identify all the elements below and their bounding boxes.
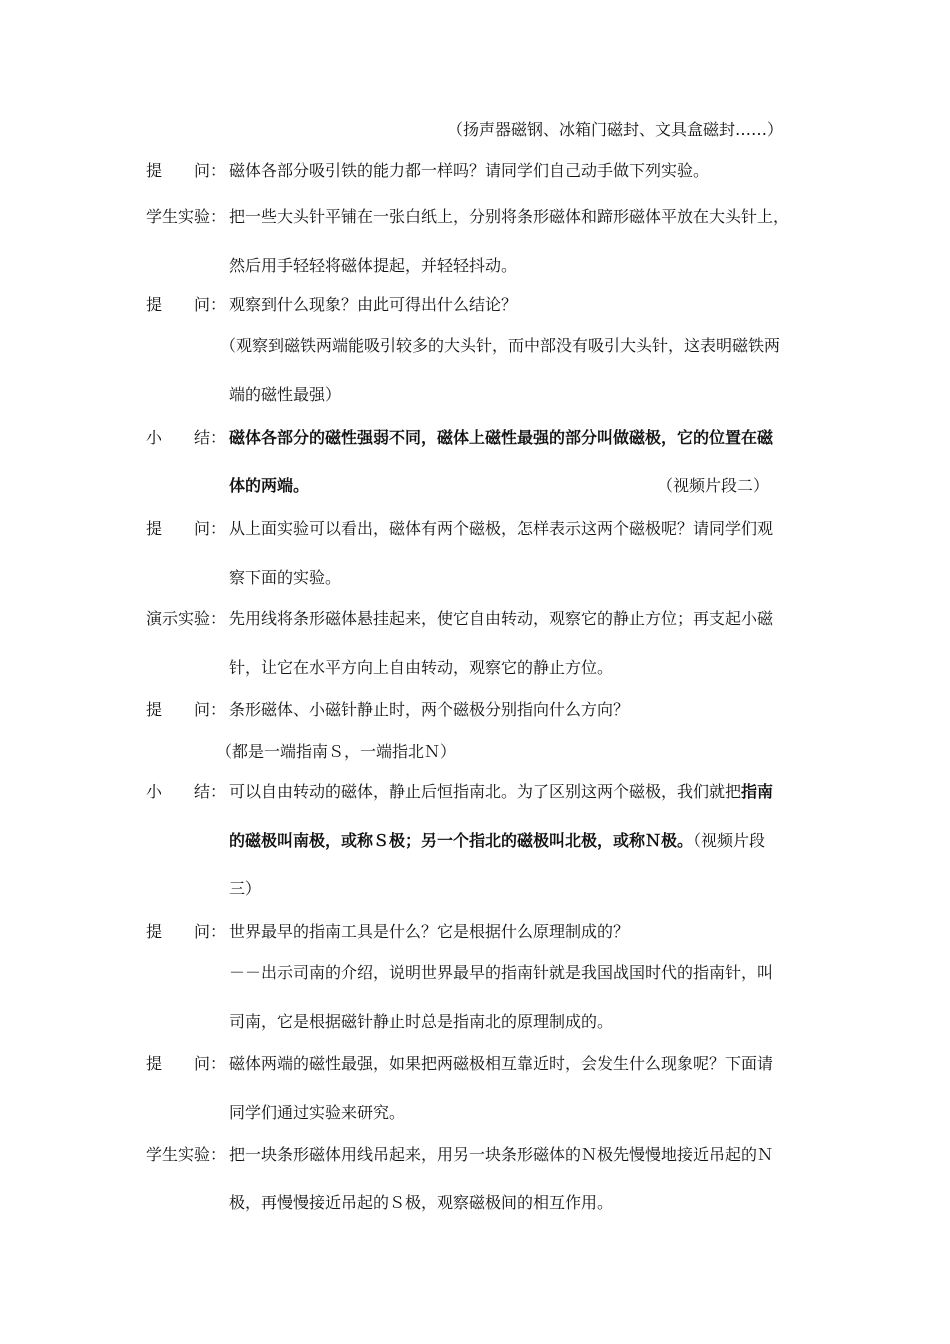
- text-line: 然后用手轻轻将磁体提起，并轻轻抖动。: [229, 256, 518, 275]
- text-line: 同学们通过实验来研究。: [229, 1103, 406, 1122]
- text-line: 观察到什么现象？由此可得出什么结论？: [229, 295, 518, 314]
- text-line: 把一块条形磁体用线吊起来，用另一块条形磁体的Ｎ极先慢慢地接近吊起的Ｎ: [229, 1145, 774, 1164]
- text-line: 极，再慢慢接近吊起的Ｓ极，观察磁极间的相互作用。: [229, 1193, 614, 1212]
- text-line: （观察到磁铁两端能吸引较多的大头针，而中部没有吸引大头针，这表明磁铁两: [220, 336, 781, 355]
- text-line: 磁体各部分吸引铁的能力都一样吗？请同学们自己动手做下列实验。: [229, 161, 710, 180]
- text-line: 三）: [229, 879, 262, 898]
- text-line: （扬声器磁钢、冰箱门磁封、文具盒磁封……）: [447, 120, 784, 139]
- text-line: 磁体两端的磁性最强，如果把两磁极相互靠近时，会发生什么现象呢？下面请: [229, 1054, 774, 1073]
- text-line: 察下面的实验。: [229, 568, 342, 587]
- text-line: 的磁极叫南极，或称Ｓ极；另一个指北的磁极叫北极，或称Ｎ极。（视频片段: [229, 831, 766, 850]
- text-line: 先用线将条形磁体悬挂起来，使它自由转动，观察它的静止方位；再支起小磁: [229, 609, 774, 628]
- text-line: 针，让它在水平方向上自由转动，观察它的静止方位。: [229, 658, 614, 677]
- text-line: 世界最早的指南工具是什么？它是根据什么原理制成的？: [229, 922, 630, 941]
- video-clip-note: （视频片段二）: [657, 476, 770, 495]
- text-line: 条形磁体、小磁针静止时，两个磁极分别指向什么方向？: [229, 700, 630, 719]
- text-line: －－出示司南的介绍，说明世界最早的指南针就是我国战国时代的指南针，叫: [229, 963, 774, 982]
- text-line: 把一些大头针平铺在一张白纸上，分别将条形磁体和蹄形磁体平放在大头针上，: [229, 207, 790, 226]
- text-line: 从上面实验可以看出，磁体有两个磁极，怎样表示这两个磁极呢？请同学们观: [229, 519, 774, 538]
- text-line: 司南，它是根据磁针静止时总是指南北的原理制成的。: [229, 1012, 614, 1031]
- text-line: （都是一端指南Ｓ，一端指北Ｎ）: [216, 742, 457, 761]
- document-page: （扬声器磁钢、冰箱门磁封、文具盒磁封……） 提 问： 磁体各部分吸引铁的能力都一样吗？请同学们自己动手做下列实验。 学生实验： 把一些大头针平铺在一张白纸上，分别将条形磁体和蹄形磁体平放在大头针上， 然后用手轻轻将磁体提起，并轻轻抖动。 提 问： 观察到什么现象？由此可得出什么结论？ （观察到磁铁两端能吸引较多的大头针，而中部没有吸引大头针，这表明磁铁两 端的磁性最强） 小 结： 磁体各部分的磁性强弱不同，磁体上磁性最强的部分叫做磁极，它的位置在磁 体的两端。 （视频片段二） 提 问： 从上面实验可以看出，磁体有两个磁极，怎样表示这两个磁极呢？请同学们观 察下面的实验。 演示实验： 先用线将条形磁体悬挂起来，使它自由转动，观察它的静止方位；再支起小磁 针，让它在水平方向上自由转动，观察它的静止方位。 提 问： 条形磁体、小磁针静止时，两个磁极分别指向什么方向？ （都是一端指南Ｓ，一端指北Ｎ） 小 结： 可以自由转动的磁体，静止后恒指南北。为了区别这两个磁极，我们就把指南 的磁极叫南极，或称Ｓ极；另一个指北的磁极叫北极，或称Ｎ极。（视频片段 三） 提 问： 世界最早的指南工具是什么？它是根据什么原理制成的？ －－出示司南的介绍，说明世界最早的指南针就是我国战国时代的指南针，叫 司南，它是根据磁针静止时总是指南北的原理制成的。 提 问： 磁体两端的磁性最强，如果把两磁极相互靠近时，会发生什么现象呢？下面请 同学们通过实验来研究。 学生实验： 把一块条形磁体用线吊起来，用另一块条形磁体的Ｎ极先慢慢地接近吊起的Ｎ 极，再慢慢接近吊起的Ｓ极，观察磁极间的相互作用。: [146, 120, 790, 1212]
- text-line: 端的磁性最强）: [229, 385, 342, 404]
- text-line: 可以自由转动的磁体，静止后恒指南北。为了区别这两个磁极，我们就把指南: [229, 782, 774, 801]
- text-line-bold: 磁体各部分的磁性强弱不同，磁体上磁性最强的部分叫做磁极，它的位置在磁: [229, 428, 774, 447]
- text-line-bold: 体的两端。: [229, 476, 310, 495]
